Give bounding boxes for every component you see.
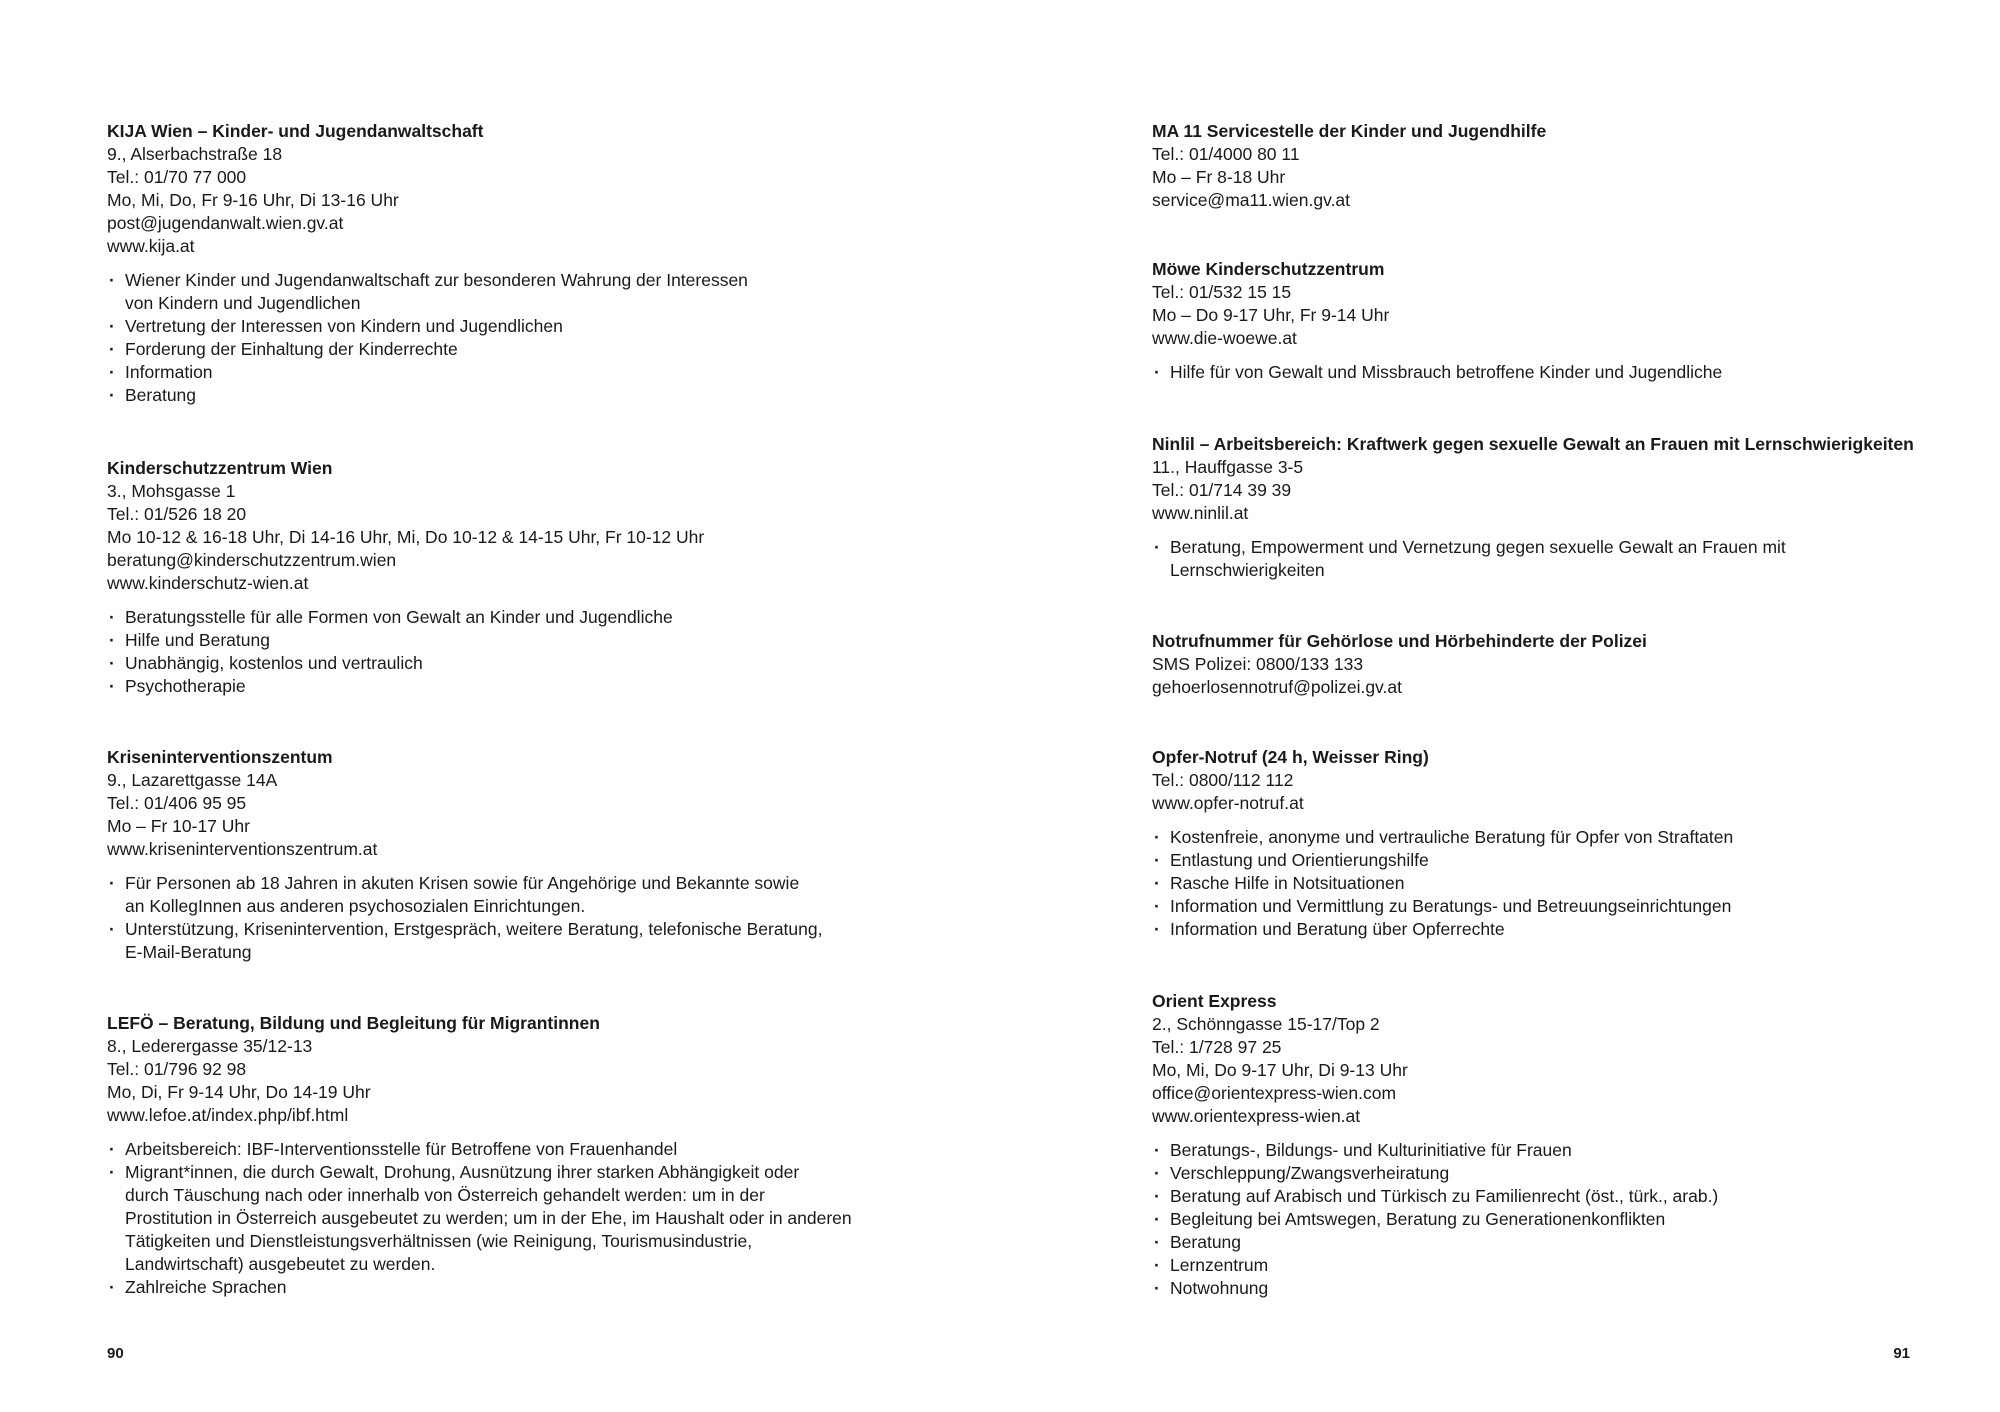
list-item: · Information und Beratung über Opferrechte xyxy=(1152,918,1992,941)
entry-email-link[interactable]: beratung@kinderschutzzentrum.wien xyxy=(107,550,397,570)
entry-website-link[interactable]: www.ninlil.at xyxy=(1152,503,1249,523)
entry-title: Kriseninterventionszentum xyxy=(107,747,333,767)
bullet-list xyxy=(107,872,947,964)
list-item: · Psychotherapie xyxy=(107,675,947,698)
entry-address: 8., Lederergasse 35/12-13 xyxy=(107,1036,313,1056)
entry-website-link[interactable]: www.orientexpress-wien.at xyxy=(1152,1106,1361,1126)
list-item: · Beratung auf Arabisch und Türkisch zu Familienrecht (öst., türk., arab.) xyxy=(1152,1185,1992,1208)
entry-kriseninterventionszentrum xyxy=(107,746,947,964)
entry-phone: Tel.: 01/70 77 000 xyxy=(107,167,247,187)
bullet-list xyxy=(107,269,947,407)
entry-email-link[interactable]: office@orientexpress-wien.com xyxy=(1152,1083,1397,1103)
list-item: · Beratung xyxy=(1152,1231,1992,1254)
entry-title: Opfer-Notruf (24 h, Weisser Ring) xyxy=(1152,747,1429,767)
entry-hours: Mo 10-12 & 16-18 Uhr, Di 14-16 Uhr, Mi, Do 10-12 & 14-15 Uhr, Fr 10-12 Uhr xyxy=(107,527,705,547)
entry-website-link[interactable]: www.die-woewe.at xyxy=(1152,328,1297,348)
entry-title: Ninlil – Arbeitsbereich: Kraftwerk gegen sexuelle Gewalt an Frauen mit Lernschwierigkeiten xyxy=(1152,434,1914,454)
list-item: · Unabhängig, kostenlos und vertraulich xyxy=(107,652,947,675)
entry-hours: Mo – Fr 8-18 Uhr xyxy=(1152,167,1286,187)
entry-title: LEFÖ – Beratung, Bildung und Begleitung für Migrantinnen xyxy=(107,1013,600,1033)
entry-hours: Mo, Mi, Do, Fr 9-16 Uhr, Di 13-16 Uhr xyxy=(107,190,399,210)
list-item: · Zahlreiche Sprachen xyxy=(107,1276,947,1299)
entry-title: MA 11 Servicestelle der Kinder und Jugendhilfe xyxy=(1152,121,1547,141)
list-item: · Information und Vermittlung zu Beratungs- und Betreuungseinrichtungen xyxy=(1152,895,1992,918)
entry-hours: Mo, Mi, Do 9-17 Uhr, Di 9-13 Uhr xyxy=(1152,1060,1408,1080)
entry-address: 9., Alserbachstraße 18 xyxy=(107,144,283,164)
bullet-list xyxy=(1152,826,1992,941)
entry-opfer-notruf xyxy=(1152,746,1992,941)
bullet-list xyxy=(1152,1139,1992,1300)
list-item: · Lernzentrum xyxy=(1152,1254,1992,1277)
entry-phone: Tel.: 01/406 95 95 xyxy=(107,793,247,813)
entry-email-link[interactable]: post@jugendanwalt.wien.gv.at xyxy=(107,213,344,233)
right-page xyxy=(1000,0,2000,1412)
list-item: · Hilfe für von Gewalt und Missbrauch betroffene Kinder und Jugendliche xyxy=(1152,361,1992,384)
entry-hours: Mo, Di, Fr 9-14 Uhr, Do 14-19 Uhr xyxy=(107,1082,371,1102)
entry-address: 2., Schönngasse 15-17/Top 2 xyxy=(1152,1014,1380,1034)
list-item: · Beratungsstelle für alle Formen von Gewalt an Kinder und Jugendliche xyxy=(107,606,947,629)
list-item: · Vertretung der Interessen von Kindern und Jugendlichen xyxy=(107,315,947,338)
entry-orient-express xyxy=(1152,990,1992,1300)
page-number: 91 xyxy=(1893,1345,1910,1362)
list-item: · Kostenfreie, anonyme und vertrauliche Beratung für Opfer von Straftaten xyxy=(1152,826,1992,849)
entry-website-link[interactable]: www.kija.at xyxy=(107,236,195,256)
entry-title: Orient Express xyxy=(1152,991,1277,1011)
entry-title: KIJA Wien – Kinder- und Jugendanwaltschaft xyxy=(107,121,484,141)
entry-hours: Mo – Do 9-17 Uhr, Fr 9-14 Uhr xyxy=(1152,305,1390,325)
entry-ma11 xyxy=(1152,120,1992,212)
entry-title: Kinderschutzzentrum Wien xyxy=(107,458,333,478)
entry-notrufnummer-gehoerlose xyxy=(1152,630,1992,699)
entry-lefoe xyxy=(107,1012,947,1299)
entry-phone: Tel.: 0800/112 112 xyxy=(1152,770,1294,790)
list-item: · Forderung der Einhaltung der Kinderrechte xyxy=(107,338,947,361)
entry-title: Möwe Kinderschutzzentrum xyxy=(1152,259,1385,279)
page-number: 90 xyxy=(107,1345,124,1362)
list-item: · Für Personen ab 18 Jahren in akuten Krisen sowie für Angehörige und Bekannte sowie an KollegInnen aus anderen psychosozialen Einrichtungen. xyxy=(107,872,947,918)
entry-hours: Mo – Fr 10-17 Uhr xyxy=(107,816,250,836)
list-item: · Information xyxy=(107,361,947,384)
entry-title: Notrufnummer für Gehörlose und Hörbehinderte der Polizei xyxy=(1152,631,1647,651)
bullet-list xyxy=(107,606,947,698)
list-item: · Hilfe und Beratung xyxy=(107,629,947,652)
entry-phone: Tel.: 01/532 15 15 xyxy=(1152,282,1292,302)
entry-kija xyxy=(107,120,947,407)
list-item: · Rasche Hilfe in Notsituationen xyxy=(1152,872,1992,895)
list-item: · Arbeitsbereich: IBF-Interventionsstelle für Betroffene von Frauenhandel xyxy=(107,1138,947,1161)
entry-phone: Tel.: 1/728 97 25 xyxy=(1152,1037,1282,1057)
entry-website-link[interactable]: www.opfer-notruf.at xyxy=(1152,793,1304,813)
list-item: · Beratung, Empowerment und Vernetzung gegen sexuelle Gewalt an Frauen mit Lernschwierigkeiten xyxy=(1152,536,1992,582)
entry-address: 11., Hauffgasse 3-5 xyxy=(1152,457,1304,477)
list-item: · Unterstützung, Krisenintervention, Erstgespräch, weitere Beratung, telefonische Beratung, E-Mail-Beratung xyxy=(107,918,947,964)
bullet-list xyxy=(107,1138,947,1299)
list-item: · Begleitung bei Amtswegen, Beratung zu Generationenkonflikten xyxy=(1152,1208,1992,1231)
list-item: · Beratung xyxy=(107,384,947,407)
entry-website-link[interactable]: www.kriseninterventionszentrum.at xyxy=(107,839,378,859)
entry-website-link[interactable]: www.kinderschutz-wien.at xyxy=(107,573,309,593)
list-item: · Beratungs-, Bildungs- und Kulturinitiative für Frauen xyxy=(1152,1139,1992,1162)
entry-ninlil xyxy=(1152,433,1992,582)
entry-phone: SMS Polizei: 0800/133 133 xyxy=(1152,654,1364,674)
entry-phone: Tel.: 01/714 39 39 xyxy=(1152,480,1292,500)
entry-phone: Tel.: 01/526 18 20 xyxy=(107,504,247,524)
list-item: · Notwohnung xyxy=(1152,1277,1992,1300)
entry-kinderschutzzentrum xyxy=(107,457,947,698)
entry-email-link[interactable]: service@ma11.wien.gv.at xyxy=(1152,190,1351,210)
list-item: · Migrant*innen, die durch Gewalt, Drohung, Ausnützung ihrer starken Abhängigkeit oder durch Täuschung nach oder innerhalb von Österreich gehandelt werden: um in der Prostitution in Österreich ausgebeutet zu werden; um in der Ehe, im Haushalt oder in anderen Tätigkeiten und Dienstleistungsverhältnissen (wie Reinigung, Tourismusindustrie, Landwirtschaft) ausgebeutet zu werden. xyxy=(107,1161,947,1276)
bullet-list xyxy=(1152,361,1992,384)
entry-phone: Tel.: 01/4000 80 11 xyxy=(1152,144,1300,164)
entry-moewe xyxy=(1152,258,1992,384)
entry-website-link[interactable]: www.lefoe.at/index.php/ibf.html xyxy=(107,1105,349,1125)
entry-email-link[interactable]: gehoerlosennotruf@polizei.gv.at xyxy=(1152,677,1402,697)
bullet-list xyxy=(1152,536,1992,582)
entry-address: 9., Lazarettgasse 14A xyxy=(107,770,278,790)
list-item: · Entlastung und Orientierungshilfe xyxy=(1152,849,1992,872)
list-item: · Wiener Kinder und Jugendanwaltschaft zur besonderen Wahrung der Interessen von Kindern und Jugendlichen xyxy=(107,269,947,315)
entry-phone: Tel.: 01/796 92 98 xyxy=(107,1059,247,1079)
list-item: · Verschleppung/Zwangsverheiratung xyxy=(1152,1162,1992,1185)
entry-address: 3., Mohsgasse 1 xyxy=(107,481,236,501)
